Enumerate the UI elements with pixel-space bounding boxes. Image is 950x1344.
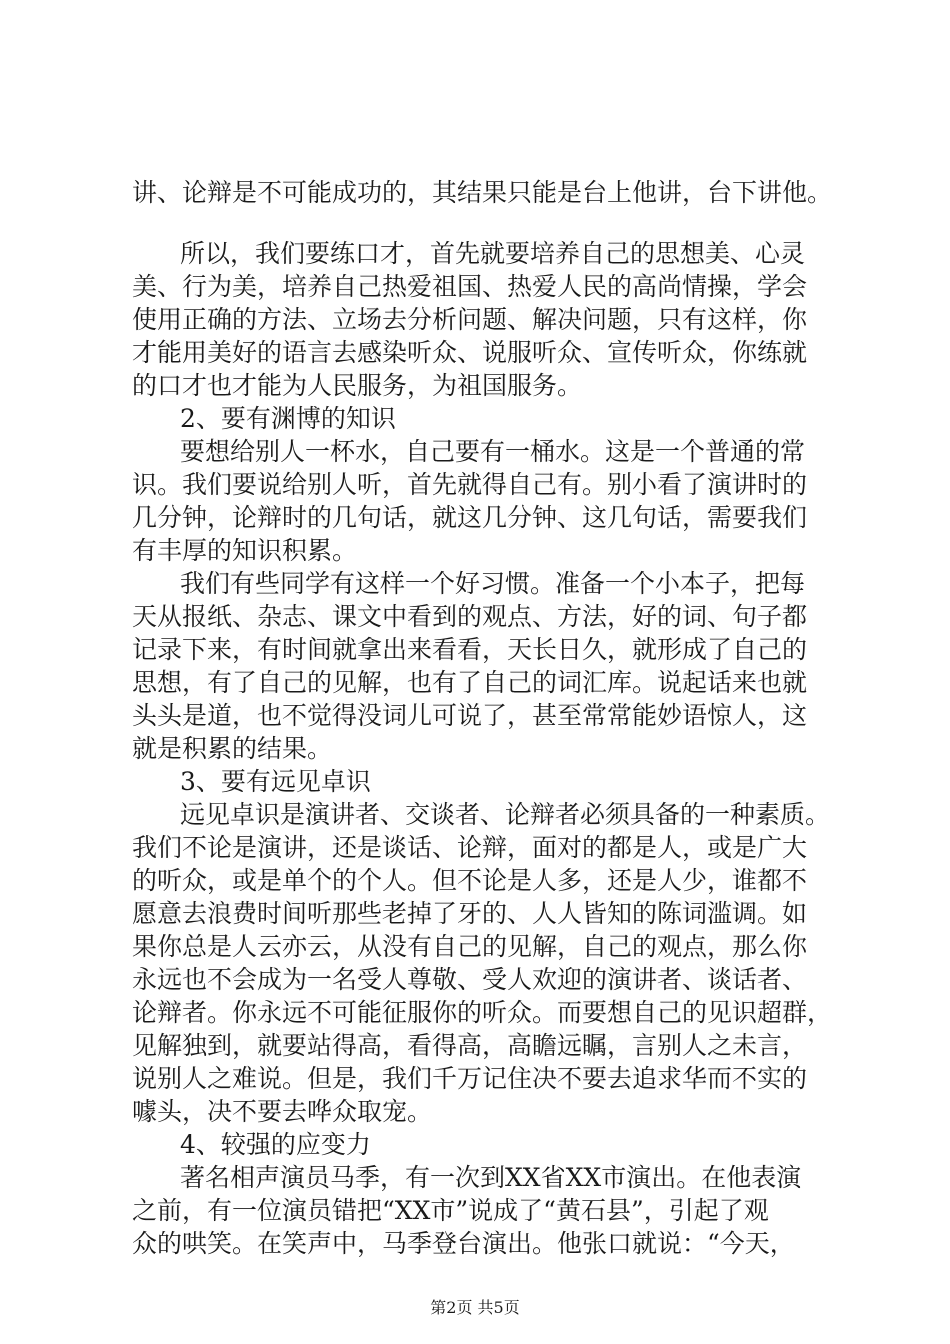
body-text-line: 天从报纸、杂志、课文中看到的观点、方法，好的词、句子都	[132, 602, 808, 631]
body-text-line: 果你总是人云亦云，从没有自己的见解，自己的观点，那么你	[132, 932, 808, 961]
body-text-line: 识。我们要说给别人听，首先就得自己有。别小看了演讲时的	[132, 470, 808, 499]
body-text-line: 的口才也才能为人民服务，为祖国服务。	[132, 371, 583, 400]
section-heading: 4、较强的应变力	[180, 1130, 371, 1159]
body-text-line: 讲、论辩是不可能成功的，其结果只能是台上他讲，台下讲他。	[132, 178, 833, 207]
body-text-line: 说别人之难说。但是，我们千万记住决不要去追求华而不实的	[132, 1064, 808, 1093]
body-text-line: 之前，有一位演员错把“XX市”说成了“黄石县”，引起了观	[132, 1196, 769, 1225]
body-text-line: 要想给别人一杯水，自己要有一桶水。这是一个普通的常	[180, 437, 806, 466]
body-text-line: 我们不论是演讲，还是谈话、论辩，面对的都是人，或是广大	[132, 833, 808, 862]
body-text-line: 几分钟，论辩时的几句话，就这几分钟、这几句话，需要我们	[132, 503, 808, 532]
body-text-line: 永远也不会成为一名受人尊敬、受人欢迎的演讲者、谈话者、	[132, 965, 808, 994]
document-body	[132, 176, 844, 1260]
body-text-line: 有丰厚的知识积累。	[132, 536, 358, 565]
body-text-line: 使用正确的方法、立场去分析问题、解决问题，只有这样，你	[132, 305, 808, 334]
body-text-line: 远见卓识是演讲者、交谈者、论辩者必须具备的一种素质。	[180, 800, 831, 829]
body-text-line: 愿意去浪费时间听那些老掉了牙的、人人皆知的陈词滥调。如	[132, 899, 808, 928]
page-number-footer: 第2页 共5页	[430, 1298, 520, 1317]
body-text-line: 头头是道，也不觉得没词儿可说了，甚至常常能妙语惊人，这	[132, 701, 808, 730]
body-text-line: 的听众，或是单个的个人。但不论是人多，还是人少，谁都不	[132, 866, 808, 895]
body-text-line: 见解独到，就要站得高，看得高，高瞻远瞩，言别人之未言，	[132, 1031, 808, 1060]
body-text-line: 噱头，决不要去哗众取宠。	[132, 1097, 433, 1126]
body-text-line: 记录下来，有时间就拿出来看看，天长日久，就形成了自己的	[132, 635, 808, 664]
body-text-line: 所以，我们要练口才，首先就要培养自己的思想美、心灵	[180, 239, 806, 268]
body-text-line: 思想，有了自己的见解，也有了自己的词汇库。说起话来也就	[132, 668, 808, 697]
body-text-line: 才能用美好的语言去感染听众、说服听众、宣传听众，你练就	[132, 338, 808, 367]
section-heading: 3、要有远见卓识	[180, 767, 371, 796]
body-text-line: 就是积累的结果。	[132, 734, 333, 763]
body-text-line: 众的哄笑。在笑声中，马季登台演出。他张口就说：“今天，	[132, 1229, 795, 1258]
body-text-line: 论辩者。你永远不可能征服你的听众。而要想自己的见识超群，	[132, 998, 833, 1027]
body-text-line: 著名相声演员马季，有一次到XX省XX市演出。在他表演	[180, 1163, 802, 1192]
paragraph-spacer	[132, 209, 844, 237]
body-text-line: 我们有些同学有这样一个好习惯。准备一个小本子，把每	[180, 569, 806, 598]
body-text-line: 美、行为美，培养自己热爱祖国、热爱人民的高尚情操，学会	[132, 272, 808, 301]
section-heading: 2、要有渊博的知识	[180, 404, 396, 433]
